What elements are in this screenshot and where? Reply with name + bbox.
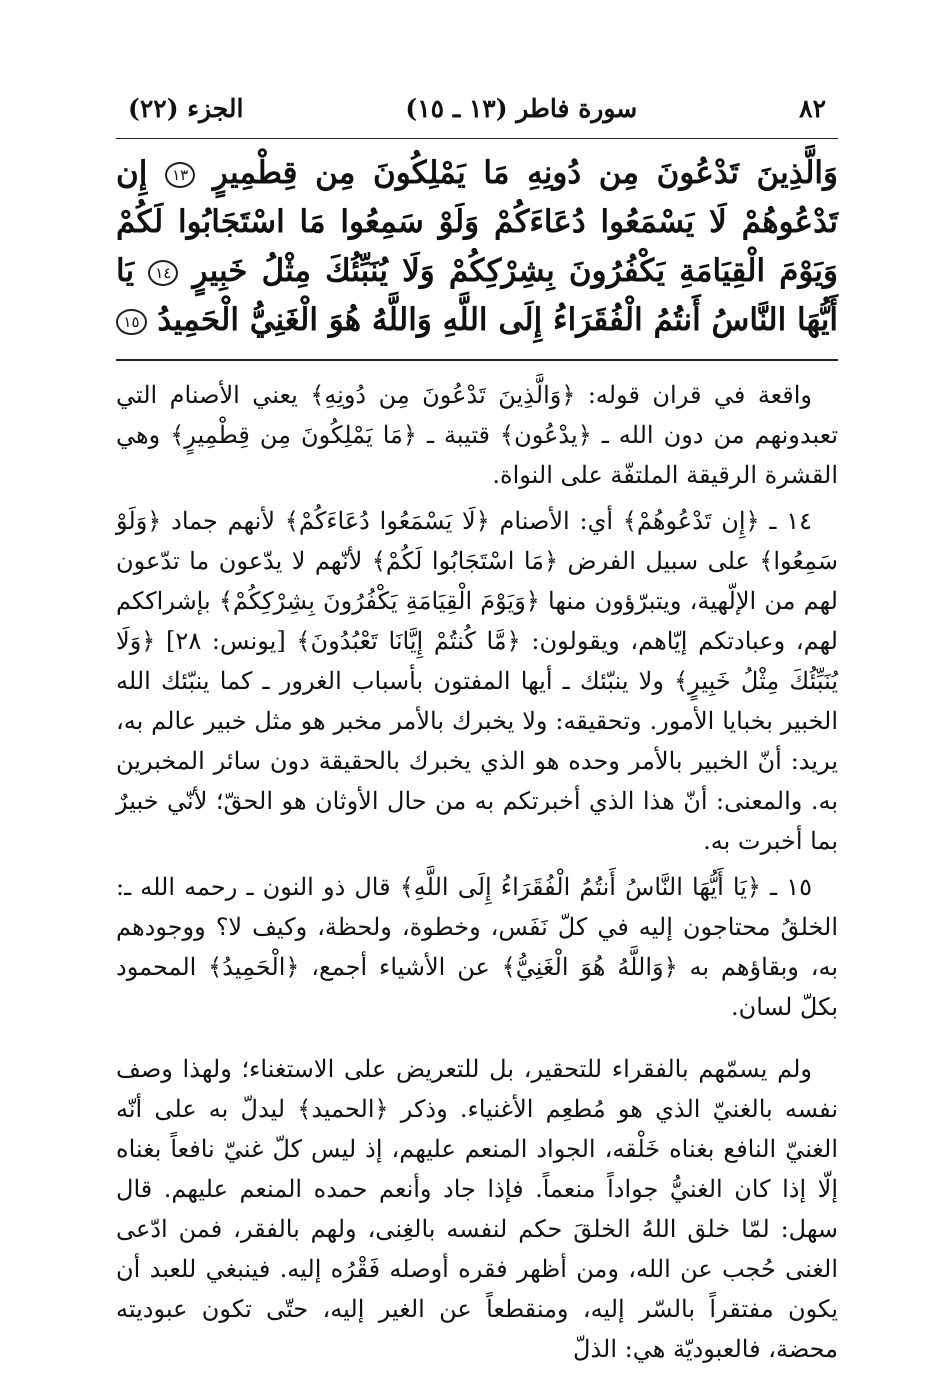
ayah-marker-14: ١٤	[148, 260, 178, 286]
page-header	[116, 84, 838, 139]
verse-divider	[116, 359, 838, 361]
ayah-marker-13: ١٣	[165, 162, 195, 188]
surah-title: سورة فاطر (١٣ ـ ١٥)	[405, 93, 638, 123]
commentary	[116, 375, 838, 1369]
verse-15-text: يَا أَيُّهَا النَّاسُ أَنتُمُ الْفُقَرَاءُ إِلَى اللَّهِ وَاللَّهُ هُوَ الْغَنِيُّ الْحَمِيدُ	[116, 253, 838, 338]
commentary-paragraph: ١٤ ـ ﴿إِن تَدْعُوهُمْ﴾ أي: الأصنام ﴿لَا يَسْمَعُوا دُعَاءَكُمْ﴾ لأنهم جماد ﴿وَلَوْ سَمِعُوا﴾ على سبيل الفرض ﴿مَا اسْتَجَابُوا لَكُمْ﴾ لأنّهم لا يدّعون ما تدّعون لهم من الإلّهية، ويتبرّؤون منها ﴿وَيَوْمَ الْقِيَامَةِ يَكْفُرُونَ بِشِرْكِكُمْ﴾ بإشراككم لهم، وعبادتكم إيّاهم، ويقولون: ﴿مَّا كُنتُمْ إِيَّانَا تَعْبُدُونَ﴾ [يونس: ٢٨] ﴿وَلَا يُنَبِّئُكَ مِثْلُ خَبِيرٍ﴾ ولا ينبّئك ـ أيها المفتون بأسباب الغرور ـ كما ينبّئك الله الخبير بخبايا الأمور. وتحقيقه: ولا يخبرك بالأمر مخبر هو مثل خبير عالم به، يريد: أنّ الخبير بالأمر وحده هو الذي يخبرك بالحقيقة دون سائر المخبرين به. والمعنى: أنّ هذا الذي أخبرتكم به من حال الأوثان هو الحقّ؛ لأنّي خبيرٌ بما أخبرت به.	[116, 507, 839, 855]
verse-13-text: وَالَّذِينَ تَدْعُونَ مِن دُونِهِ مَا يَمْلِكُونَ مِن قِطْمِيرٍ	[212, 155, 839, 191]
commentary-paragraph: واقعة في قران قوله: ﴿وَالَّذِينَ تَدْعُونَ مِن دُونِهِ﴾ يعني الأصنام التي تعبدونهم من دون الله ـ ﴿يدْعُون﴾ قتيبة ـ ﴿مَا يَمْلِكُونَ مِن قِطْمِيرٍ﴾ وهي القشرة الرقيقة الملتفّة على النواة.	[116, 381, 838, 489]
commentary-paragraph: ولم يسمّهم بالفقراء للتحقير، بل للتعريض على الاستغناء؛ ولهذا وصف نفسه بالغنيّ الذي هو مُطعِم الأغنياء. وذكر ﴿الحميد﴾ ليدلّ به على أنّه الغنيّ النافع بغناه خَلْقه، الجواد المنعم عليهم، إذ ليس كلّ غنيّ نافعاً بغناه إلّا إذا كان الغنيُّ جواداً منعماً. فإذا جاد وأنعم حمده المنعم عليهم. قال سهل: لمّا خلق اللهُ الخلقَ حكم لنفسه بالغِنى، ولهم بالفقر، فمن ادّعى الغنى حُجب عن الله، ومن أظهر فقره أوصله فَقْرُه إليه. فينبغي للعبد أن يكون مفتقراً بالسّر إليه، ومنقطعاً عن الغير إليه، حتّى تكون عبوديته محضة، فالعبوديّة هي: الذلّ	[116, 1055, 838, 1363]
commentary-paragraph: ١٥ ـ ﴿يَا أَيُّهَا النَّاسُ أَنتُمُ الْفُقَرَاءُ إِلَى اللَّهِ﴾ قال ذو النون ـ رحمه الله ـ: الخلقُ محتاجون إليه في كلّ نَفَس، وخطوة، ولحظة، وكيف لا؟ ووجودهم به، وبقاؤهم به ﴿وَاللَّهُ هُوَ الْغَنِيُّ﴾ عن الأشياء أجمع، ﴿الْحَمِيدُ﴾ المحمود بكلّ لسان.	[116, 873, 838, 1021]
juz-label: الجزء (٢٢)	[128, 93, 244, 123]
quran-verses	[116, 149, 838, 345]
verse-14-text: إِن تَدْعُوهُمْ لَا يَسْمَعُوا دُعَاءَكُمْ وَلَوْ سَمِعُوا مَا اسْتَجَابُوا لَكُمْ وَيَوْمَ الْقِيَامَةِ يَكْفُرُونَ بِشِرْكِكُمْ وَلَا يُنَبِّئُكَ مِثْلُ خَبِيرٍ	[116, 155, 839, 289]
page-number: ٨٢	[799, 93, 826, 123]
ayah-marker-15: ١٥	[116, 309, 146, 335]
